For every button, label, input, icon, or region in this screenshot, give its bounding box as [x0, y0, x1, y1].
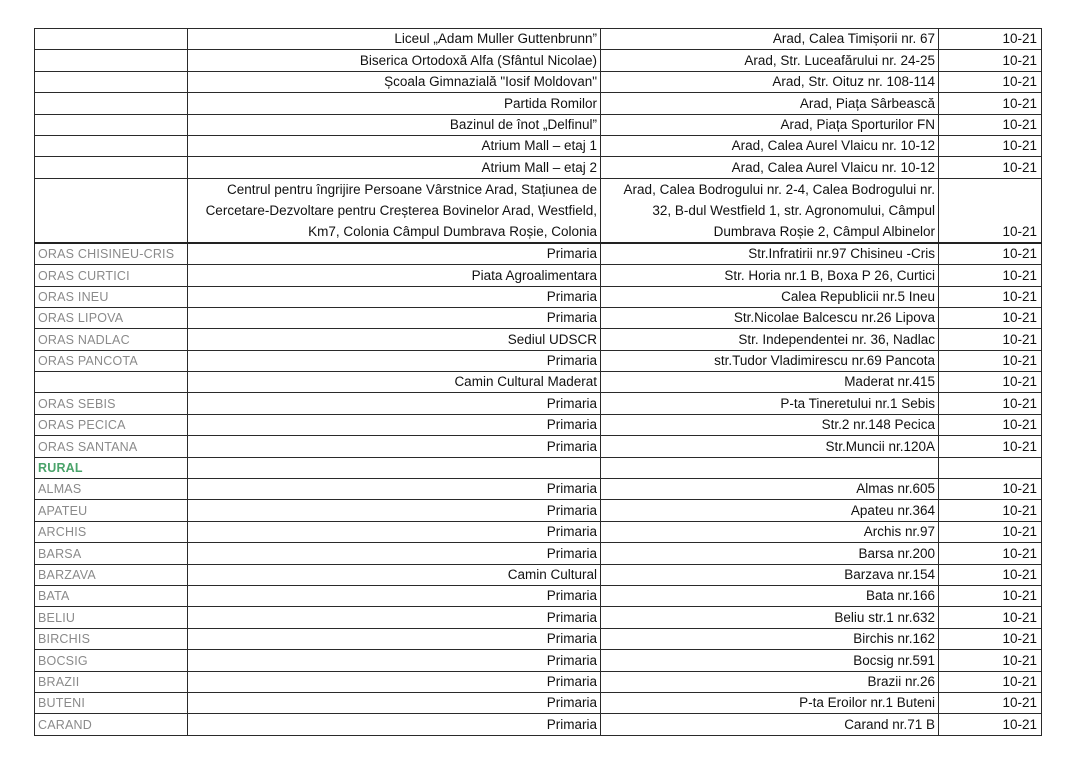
table-row	[35, 628, 1042, 649]
table-row	[35, 564, 1042, 585]
code-cell: 10-21	[939, 243, 1042, 265]
table-row	[35, 692, 1042, 713]
locality-cell: ORAS CURTICI	[35, 265, 188, 286]
table-row	[35, 393, 1042, 414]
address-cell: Maderat nr.415	[601, 372, 939, 393]
address-cell: Arad, Piața Sporturilor FN	[601, 114, 939, 135]
code-cell: 10-21	[939, 671, 1042, 692]
location-name-cell: Camin Cultural	[188, 564, 601, 585]
address-cell: Carand nr.71 B	[601, 714, 939, 735]
location-name-cell: Primaria	[188, 628, 601, 649]
locality-cell	[35, 372, 188, 393]
location-name-cell: Primaria	[188, 585, 601, 606]
locality-cell: ORAS LIPOVA	[35, 307, 188, 328]
address-cell: P-ta Tineretului nr.1 Sebis	[601, 393, 939, 414]
code-cell: 10-21	[939, 286, 1042, 307]
address-cell: Arad, Calea Bodrogului nr. 2-4, Calea Bodrogului nr. 32, B-dul Westfield 1, str. Agronomului, Câmpul Dumbrava Roșie 2, Câmpul Albinelor	[601, 178, 939, 243]
location-name-cell: Primaria	[188, 521, 601, 542]
address-cell: Bocsig nr.591	[601, 650, 939, 671]
location-name-cell: Primaria	[188, 393, 601, 414]
code-cell: 10-21	[939, 543, 1042, 564]
address-cell: str.Tudor Vladimirescu nr.69 Pancota	[601, 350, 939, 371]
locality-cell: ORAS PANCOTA	[35, 350, 188, 371]
table-row	[35, 114, 1042, 135]
location-name-cell	[188, 457, 601, 478]
locality-cell: ORAS SEBIS	[35, 393, 188, 414]
table-row	[35, 650, 1042, 671]
location-name-cell: Sediul UDSCR	[188, 329, 601, 350]
locality-cell: ORAS SANTANA	[35, 436, 188, 457]
table-row	[35, 71, 1042, 92]
code-cell: 10-21	[939, 178, 1042, 243]
location-name-cell: Primaria	[188, 436, 601, 457]
address-cell: Arad, Str. Oituz nr. 108-114	[601, 71, 939, 92]
locality-cell: RURAL	[35, 457, 188, 478]
address-cell: Arad, Calea Aurel Vlaicu nr. 10-12	[601, 135, 939, 156]
code-cell: 10-21	[939, 50, 1042, 71]
location-name-cell: Primaria	[188, 479, 601, 500]
address-cell: Beliu str.1 nr.632	[601, 607, 939, 628]
locality-cell	[35, 178, 188, 243]
location-name-cell: Piata Agroalimentara	[188, 265, 601, 286]
locality-cell: BARSA	[35, 543, 188, 564]
code-cell: 10-21	[939, 564, 1042, 585]
location-name-cell: Primaria	[188, 714, 601, 735]
locality-cell	[35, 71, 188, 92]
address-cell: Birchis nr.162	[601, 628, 939, 649]
locality-cell	[35, 29, 188, 50]
locality-cell: BOCSIG	[35, 650, 188, 671]
location-name-cell: Atrium Mall – etaj 1	[188, 135, 601, 156]
table-row	[35, 157, 1042, 178]
address-cell: Almas nr.605	[601, 479, 939, 500]
locality-cell: BIRCHIS	[35, 628, 188, 649]
locality-cell: ORAS CHISINEU-CRIS	[35, 243, 188, 265]
code-cell	[939, 457, 1042, 478]
code-cell: 10-21	[939, 393, 1042, 414]
code-cell: 10-21	[939, 114, 1042, 135]
locality-cell: BARZAVA	[35, 564, 188, 585]
locality-cell	[35, 50, 188, 71]
locality-cell	[35, 135, 188, 156]
locality-cell: APATEU	[35, 500, 188, 521]
table-row	[35, 585, 1042, 606]
table-row	[35, 372, 1042, 393]
locality-cell: BELIU	[35, 607, 188, 628]
address-cell: Str.2 nr.148 Pecica	[601, 414, 939, 435]
address-cell: Str. Horia nr.1 B, Boxa P 26, Curtici	[601, 265, 939, 286]
section-row	[35, 457, 1042, 478]
location-name-cell: Primaria	[188, 414, 601, 435]
table-row	[35, 436, 1042, 457]
code-cell: 10-21	[939, 521, 1042, 542]
table-row	[35, 479, 1042, 500]
code-cell: 10-21	[939, 436, 1042, 457]
code-cell: 10-21	[939, 414, 1042, 435]
location-name-cell: Atrium Mall – etaj 2	[188, 157, 601, 178]
code-cell: 10-21	[939, 607, 1042, 628]
location-name-cell: Primaria	[188, 243, 601, 265]
location-name-cell: Primaria	[188, 607, 601, 628]
address-cell: Calea Republicii nr.5 Ineu	[601, 286, 939, 307]
code-cell: 10-21	[939, 650, 1042, 671]
table-row	[35, 714, 1042, 735]
location-name-cell: Primaria	[188, 692, 601, 713]
location-name-cell: Camin Cultural Maderat	[188, 372, 601, 393]
table-row	[35, 607, 1042, 628]
address-cell: Archis nr.97	[601, 521, 939, 542]
locality-cell: ORAS INEU	[35, 286, 188, 307]
locality-cell: ALMAS	[35, 479, 188, 500]
code-cell: 10-21	[939, 692, 1042, 713]
location-name-cell: Primaria	[188, 650, 601, 671]
locality-cell	[35, 93, 188, 114]
address-cell: Bata nr.166	[601, 585, 939, 606]
code-cell: 10-21	[939, 93, 1042, 114]
code-cell: 10-21	[939, 714, 1042, 735]
address-cell: Arad, Str. Luceafărului nr. 24-25	[601, 50, 939, 71]
table-row	[35, 521, 1042, 542]
locality-cell: CARAND	[35, 714, 188, 735]
table-row	[35, 414, 1042, 435]
table-row	[35, 93, 1042, 114]
table-row	[35, 329, 1042, 350]
table-row	[35, 265, 1042, 286]
address-cell: Barsa nr.200	[601, 543, 939, 564]
address-cell: Barzava nr.154	[601, 564, 939, 585]
code-cell: 10-21	[939, 585, 1042, 606]
table-row	[35, 350, 1042, 371]
table-row	[35, 178, 1042, 243]
location-name-cell: Primaria	[188, 350, 601, 371]
locality-cell: ARCHIS	[35, 521, 188, 542]
location-name-cell: Bazinul de înot „Delfinul”	[188, 114, 601, 135]
address-cell	[601, 457, 939, 478]
address-cell: Arad, Calea Timișorii nr. 67	[601, 29, 939, 50]
locality-cell: BRAZII	[35, 671, 188, 692]
code-cell: 10-21	[939, 329, 1042, 350]
table-row	[35, 307, 1042, 328]
location-name-cell: Partida Romilor	[188, 93, 601, 114]
code-cell: 10-21	[939, 500, 1042, 521]
address-cell: Arad, Calea Aurel Vlaicu nr. 10-12	[601, 157, 939, 178]
location-name-cell: Centrul pentru îngrijire Persoane Vârstnice Arad, Stațiunea de Cercetare-Dezvoltare pentru Creșterea Bovinelor Arad, Westfield, Km7, Colonia Câmpul Dumbrava Roșie, Colonia	[188, 178, 601, 243]
table-row	[35, 500, 1042, 521]
address-cell: Str.Nicolae Balcescu nr.26 Lipova	[601, 307, 939, 328]
locality-cell	[35, 114, 188, 135]
code-cell: 10-21	[939, 157, 1042, 178]
table-body	[35, 29, 1042, 736]
document-page	[34, 28, 1041, 736]
code-cell: 10-21	[939, 71, 1042, 92]
location-name-cell: Primaria	[188, 543, 601, 564]
table-row	[35, 671, 1042, 692]
table-row	[35, 243, 1042, 265]
table-row	[35, 286, 1042, 307]
locality-cell: ORAS PECICA	[35, 414, 188, 435]
code-cell: 10-21	[939, 265, 1042, 286]
address-cell: Brazii nr.26	[601, 671, 939, 692]
table-row	[35, 29, 1042, 50]
code-cell: 10-21	[939, 350, 1042, 371]
locality-cell: BATA	[35, 585, 188, 606]
code-cell: 10-21	[939, 307, 1042, 328]
location-name-cell: Biserica Ortodoxă Alfa (Sfântul Nicolae)	[188, 50, 601, 71]
locality-cell	[35, 157, 188, 178]
location-name-cell: Școala Gimnazială "Iosif Moldovan"	[188, 71, 601, 92]
location-name-cell: Liceul „Adam Muller Guttenbrunn”	[188, 29, 601, 50]
code-cell: 10-21	[939, 628, 1042, 649]
code-cell: 10-21	[939, 29, 1042, 50]
address-cell: Str. Independentei nr. 36, Nadlac	[601, 329, 939, 350]
location-name-cell: Primaria	[188, 500, 601, 521]
polling-locations-table	[34, 28, 1042, 736]
address-cell: P-ta Eroilor nr.1 Buteni	[601, 692, 939, 713]
location-name-cell: Primaria	[188, 671, 601, 692]
table-row	[35, 543, 1042, 564]
location-name-cell: Primaria	[188, 286, 601, 307]
address-cell: Apateu nr.364	[601, 500, 939, 521]
table-row	[35, 135, 1042, 156]
code-cell: 10-21	[939, 479, 1042, 500]
address-cell: Arad, Piața Sârbească	[601, 93, 939, 114]
code-cell: 10-21	[939, 135, 1042, 156]
address-cell: Str.Muncii nr.120A	[601, 436, 939, 457]
table-row	[35, 50, 1042, 71]
locality-cell: ORAS NADLAC	[35, 329, 188, 350]
address-cell: Str.Infratirii nr.97 Chisineu -Cris	[601, 243, 939, 265]
location-name-cell: Primaria	[188, 307, 601, 328]
code-cell: 10-21	[939, 372, 1042, 393]
locality-cell: BUTENI	[35, 692, 188, 713]
